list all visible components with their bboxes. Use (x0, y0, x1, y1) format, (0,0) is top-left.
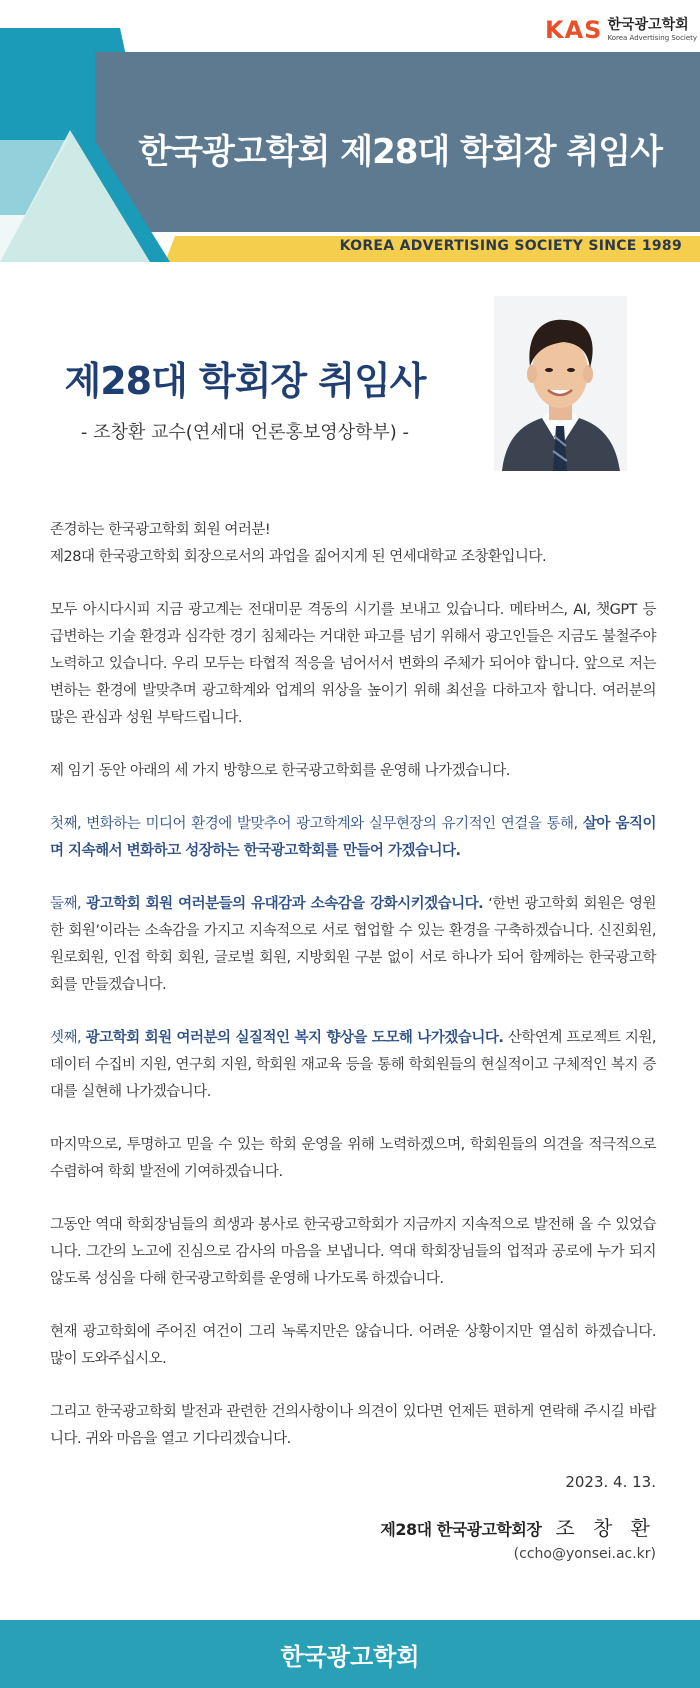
header-banner (0, 0, 700, 262)
third-direction-detail: 산학연계 프로젝트 지원, 데이터 수집비 지원, 연구회 지원, 학회원 재교육 등을 통해 학회원들의 현실적이고 구체적인 복지 증대를 실현해 나가겠습니다. (50, 1030, 656, 1100)
banner-title: 한국광고학회 제28대 학회장 취임사 (138, 132, 662, 172)
author-line: - 조창환 교수(연세대 언론홍보영상학부) - (80, 422, 410, 443)
president-portrait (494, 296, 627, 471)
second-direction-lead: 둘째, (50, 896, 87, 912)
logo-name: 한국광고학회 (607, 17, 689, 34)
second-direction-detail: ‘한번 광고학회 회원은 영원한 회원’이라는 소속감을 가지고 지속적으로 서로 협업할 수 있는 환경을 구축하겠습니다. 신진회원, 원로회원, 인접 학회 회원, 글로벌 회원, 지방회원 구분 없이 서로 하나가 되어 함께하는 한국광고학회를 만들겠습니다. (50, 896, 657, 993)
paragraph-2: 제 임기 동안 아래의 세 가지 방향으로 한국광고학회를 운영해 나가겠습니다. (50, 763, 510, 779)
paragraph-third-direction (50, 1025, 656, 1106)
third-direction-emphasis: 광고학회 회원 여러분의 실질적인 복지 향상을 도모해 나가겠습니다. (85, 1030, 504, 1046)
speech-body (50, 517, 656, 1453)
paragraph-closing-4: 그리고 한국광고학회 발전과 관련한 건의사항이나 의견이 있다면 언제든 편하게 연락해 주시길 바랍니다. 귀와 마음을 열고 기다리겠습니다. (50, 1404, 656, 1447)
signature-name: 조 창 환 (555, 1516, 656, 1540)
paragraph-1: 모두 아시다시피 지금 광고계는 전대미문 격동의 시기를 보내고 있습니다. 메타버스, AI, 챗GPT 등 급변하는 기술 환경과 심각한 경기 침체라는 거대한 파고를 넘기 위해서 광고인들은 지금도 불철주야 노력하고 있습니다. 우리 모두는 타협적 적응을 넘어서서 변화의 주체가 되어야 합니다. 앞으로 저는 변하는 환경에 발맞추며 광고학계와 업계의 위상을 높이기 위해 최선을 다하고자 합니다. 여러분의 많은 관심과 성원 부탁드립니다. (50, 602, 656, 726)
third-direction-lead: 셋째, (50, 1030, 86, 1046)
portrait-illustration (494, 296, 627, 471)
footer-bar (0, 1620, 700, 1688)
kas-logo (545, 18, 697, 42)
logo-english: Korea Advertising Society (607, 33, 698, 42)
paragraph-second-direction (50, 891, 656, 999)
second-direction-emphasis: 광고학회 회원 여러분들의 유대감과 소속감을 강화시키겠습니다. (86, 896, 484, 912)
paragraph-closing-2: 그동안 역대 학회장님들의 희생과 봉사로 한국광고학회가 지금까지 지속적으로 발전해 올 수 있었습니다. 그간의 노고에 진심으로 감사의 마음을 보냅니다. 역대 학회장님들의 업적과 공로에 누가 되지 않도록 성심을 다해 한국광고학회를 운영해 나가도록 하겠습니다. (50, 1217, 656, 1287)
logo-text (607, 18, 697, 42)
signature (380, 1512, 656, 1541)
paragraph-closing-3: 현재 광고학회에 주어진 여건이 그리 녹록지만은 않습니다. 어려운 상황이지만 열심히 하겠습니다. 많이 도와주십시오. (50, 1324, 656, 1367)
paragraph-closing-1: 마지막으로, 투명하고 믿을 수 있는 학회 운영을 위해 노력하겠으며, 학회원들의 의견을 적극적으로 수렴하여 학회 발전에 기여하겠습니다. (50, 1137, 656, 1180)
greeting-line-2: 제28대 한국광고학회 회장으로서의 과업을 짊어지게 된 연세대학교 조창환입니다. (50, 549, 547, 565)
contact-email: (ccho@yonsei.ac.kr) (513, 1546, 656, 1562)
since-tagline: KOREA ADVERTISING SOCIETY SINCE 1989 (339, 238, 682, 254)
paragraph-first-direction (50, 811, 656, 865)
speech-title: 제28대 학회장 취임사 (64, 359, 426, 403)
logo-mark: KAS (545, 16, 603, 44)
first-direction-lead: 첫째, 변화하는 미디어 환경에 발맞추어 광고학계와 실무현장의 유기적인 연결을 통해, (50, 816, 583, 832)
greeting-line-1: 존경하는 한국광고학회 회원 여러분! (50, 522, 271, 538)
speech-date: 2023. 4. 13. (565, 1473, 656, 1491)
footer-title: 한국광고학회 (280, 1642, 420, 1671)
signature-title: 제28대 한국광고학회장 (380, 1520, 542, 1539)
first-direction-emphasis: 살아 움직이며 지속해서 변화하고 성장하는 한국광고학회를 만들어 가겠습니다. (50, 816, 656, 859)
